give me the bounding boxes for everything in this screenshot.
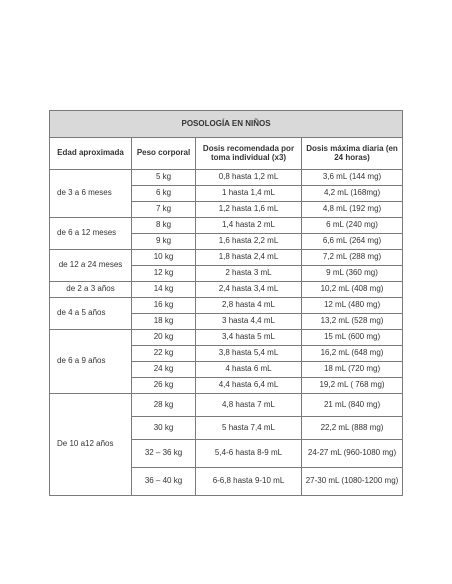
max-dose-cell: 6,6 mL (264 mg): [302, 234, 403, 250]
dose-cell: 1,6 hasta 2,2 mL: [196, 234, 302, 250]
max-dose-cell: 3,6 mL (144 mg): [302, 170, 403, 186]
dose-cell: 6-6,8 hasta 9-10 mL: [196, 468, 302, 496]
dose-cell: 0,8 hasta 1,2 mL: [196, 170, 302, 186]
dose-cell: 1,2 hasta 1,6 mL: [196, 202, 302, 218]
weight-cell: 14 kg: [132, 282, 196, 298]
dose-cell: 4,4 hasta 6,4 mL: [196, 378, 302, 394]
age-cell: de 3 a 6 meses: [50, 170, 132, 218]
table-row: [50, 298, 403, 314]
weight-cell: 6 kg: [132, 186, 196, 202]
max-dose-cell: 10,2 mL (408 mg): [302, 282, 403, 298]
table-body: [50, 170, 403, 496]
weight-cell: 22 kg: [132, 346, 196, 362]
weight-cell: 18 kg: [132, 314, 196, 330]
dose-cell: 1 hasta 1,4 mL: [196, 186, 302, 202]
dose-cell: 1,4 hasta 2 mL: [196, 218, 302, 234]
weight-cell: 24 kg: [132, 362, 196, 378]
dose-cell: 4 hasta 6 mL: [196, 362, 302, 378]
weight-cell: 9 kg: [132, 234, 196, 250]
weight-cell: 16 kg: [132, 298, 196, 314]
table-row: [50, 250, 403, 266]
max-dose-cell: 18 mL (720 mg): [302, 362, 403, 378]
max-dose-cell: 15 mL (600 mg): [302, 330, 403, 346]
dose-cell: 2,4 hasta 3,4 mL: [196, 282, 302, 298]
max-dose-cell: 16,2 mL (648 mg): [302, 346, 403, 362]
dosage-table: [49, 110, 403, 496]
max-dose-cell: 6 mL (240 mg): [302, 218, 403, 234]
max-dose-cell: 13,2 mL (528 mg): [302, 314, 403, 330]
header-age: Edad aproximada: [50, 138, 132, 170]
age-cell: de 12 a 24 meses: [50, 250, 132, 282]
max-dose-cell: 7,2 mL (288 mg): [302, 250, 403, 266]
weight-cell: 30 kg: [132, 417, 196, 440]
dose-cell: 3 hasta 4,4 mL: [196, 314, 302, 330]
weight-cell: 12 kg: [132, 266, 196, 282]
weight-cell: 5 kg: [132, 170, 196, 186]
max-dose-cell: 19,2 mL ( 768 mg): [302, 378, 403, 394]
max-dose-cell: 24-27 mL (960-1080 mg): [302, 440, 403, 468]
weight-cell: 28 kg: [132, 394, 196, 417]
header-weight: Peso corporal: [132, 138, 196, 170]
table-row: [50, 282, 403, 298]
weight-cell: 10 kg: [132, 250, 196, 266]
weight-cell: 26 kg: [132, 378, 196, 394]
dose-cell: 2 hasta 3 mL: [196, 266, 302, 282]
table-title: POSOLOGÍA EN NIÑOS: [50, 111, 403, 138]
max-dose-cell: 12 mL (480 mg): [302, 298, 403, 314]
header-dose: Dosis recomendada por toma individual (x3): [196, 138, 302, 170]
dose-cell: 5,4-6 hasta 8-9 mL: [196, 440, 302, 468]
max-dose-cell: 9 mL (360 mg): [302, 266, 403, 282]
table-row: [50, 394, 403, 417]
dose-cell: 3,4 hasta 5 mL: [196, 330, 302, 346]
table-row: [50, 170, 403, 186]
weight-cell: 7 kg: [132, 202, 196, 218]
dose-cell: 2,8 hasta 4 mL: [196, 298, 302, 314]
table-row: [50, 218, 403, 234]
weight-cell: 32 – 36 kg: [132, 440, 196, 468]
table-row: [50, 330, 403, 346]
age-cell: de 6 a 12 meses: [50, 218, 132, 250]
weight-cell: 36 – 40 kg: [132, 468, 196, 496]
weight-cell: 20 kg: [132, 330, 196, 346]
age-cell: De 10 a12 años: [50, 394, 132, 496]
max-dose-cell: 21 mL (840 mg): [302, 394, 403, 417]
header-max-dose: Dosis máxima diaria (en 24 horas): [302, 138, 403, 170]
dose-cell: 5 hasta 7,4 mL: [196, 417, 302, 440]
dose-cell: 3,8 hasta 5,4 mL: [196, 346, 302, 362]
max-dose-cell: 4,8 mL (192 mg): [302, 202, 403, 218]
age-cell: de 4 a 5 años: [50, 298, 132, 330]
max-dose-cell: 27-30 mL (1080-1200 mg): [302, 468, 403, 496]
max-dose-cell: 4,2 mL (168mg): [302, 186, 403, 202]
dose-cell: 1,8 hasta 2,4 mL: [196, 250, 302, 266]
age-cell: de 2 a 3 años: [50, 282, 132, 298]
max-dose-cell: 22,2 mL (888 mg): [302, 417, 403, 440]
weight-cell: 8 kg: [132, 218, 196, 234]
age-cell: de 6 a 9 años: [50, 330, 132, 394]
dose-cell: 4,8 hasta 7 mL: [196, 394, 302, 417]
